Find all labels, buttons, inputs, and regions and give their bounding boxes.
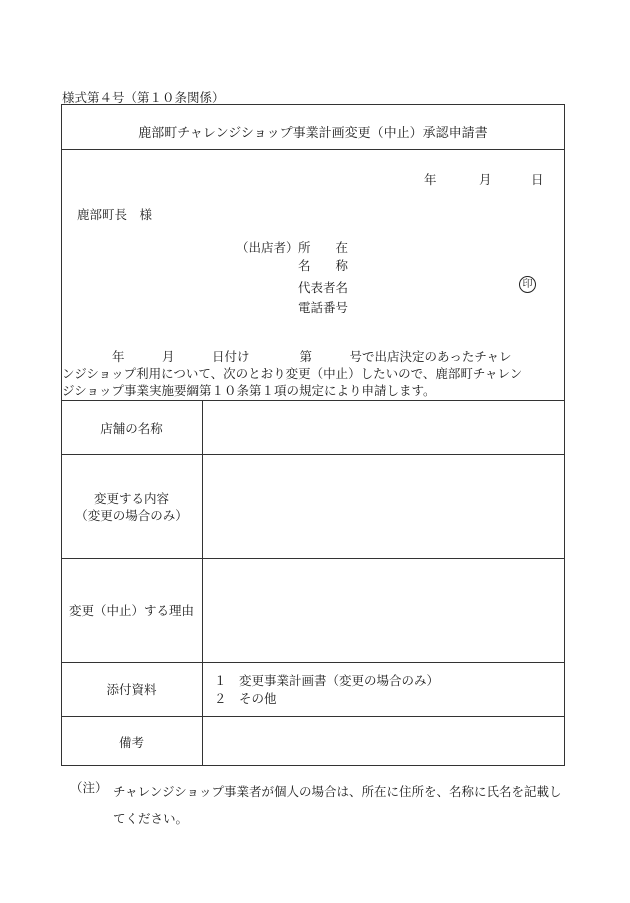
seal-icon: 印 — [519, 276, 536, 293]
attachment-item: ２ その他 — [214, 691, 277, 706]
divider — [61, 558, 565, 559]
applicant-phone-label: 電話番号 — [298, 300, 349, 315]
note-text: チャレンジショップ事業者が個人の場合は、所在に住所を、名称に氏名を記載してください。 — [113, 784, 562, 826]
shop-name-label: 店舗の名称 — [100, 421, 163, 436]
body-line: ンジショップ利用について、次のとおり変更（中止）したいので、鹿部町チャレン — [62, 366, 523, 381]
reason-label: 変更（中止）する理由 — [68, 603, 194, 618]
change-content-sublabel: （変更の場合のみ） — [75, 508, 188, 523]
remarks-label: 備考 — [118, 735, 144, 750]
applicant-name-label: 名 称 — [298, 258, 349, 273]
form-number: 様式第４号（第１０条関係） — [62, 90, 225, 105]
body-line: ジショップ事業実施要綱第１０条第１項の規定により申請します。 — [62, 383, 436, 398]
note-label: （注） — [70, 780, 108, 795]
date-day-label: 日 — [531, 172, 544, 187]
date-year-label: 年 — [424, 172, 437, 187]
divider — [61, 454, 565, 455]
application-body — [62, 348, 565, 399]
change-content-label: 変更する内容 — [93, 491, 169, 506]
column-divider — [202, 400, 203, 766]
addressee: 鹿部町長 様 — [77, 207, 153, 222]
body-line: 年 月 日付け 第 号で出店決定のあったチャレ — [62, 349, 512, 364]
attachments-label: 添付資料 — [106, 682, 157, 697]
divider — [61, 716, 565, 717]
divider — [61, 662, 565, 663]
applicant-label: （出店者） — [236, 240, 299, 255]
attachment-item: １ 変更事業計画書（変更の場合のみ） — [214, 673, 440, 688]
date-month-label: 月 — [479, 172, 492, 187]
form-title: 鹿部町チャレンジショップ事業計画変更（中止）承認申請書 — [138, 126, 488, 141]
divider — [61, 149, 565, 150]
applicant-location-label: 所 在 — [298, 240, 349, 255]
applicant-representative-label: 代表者名 — [298, 280, 349, 295]
divider — [61, 400, 565, 401]
